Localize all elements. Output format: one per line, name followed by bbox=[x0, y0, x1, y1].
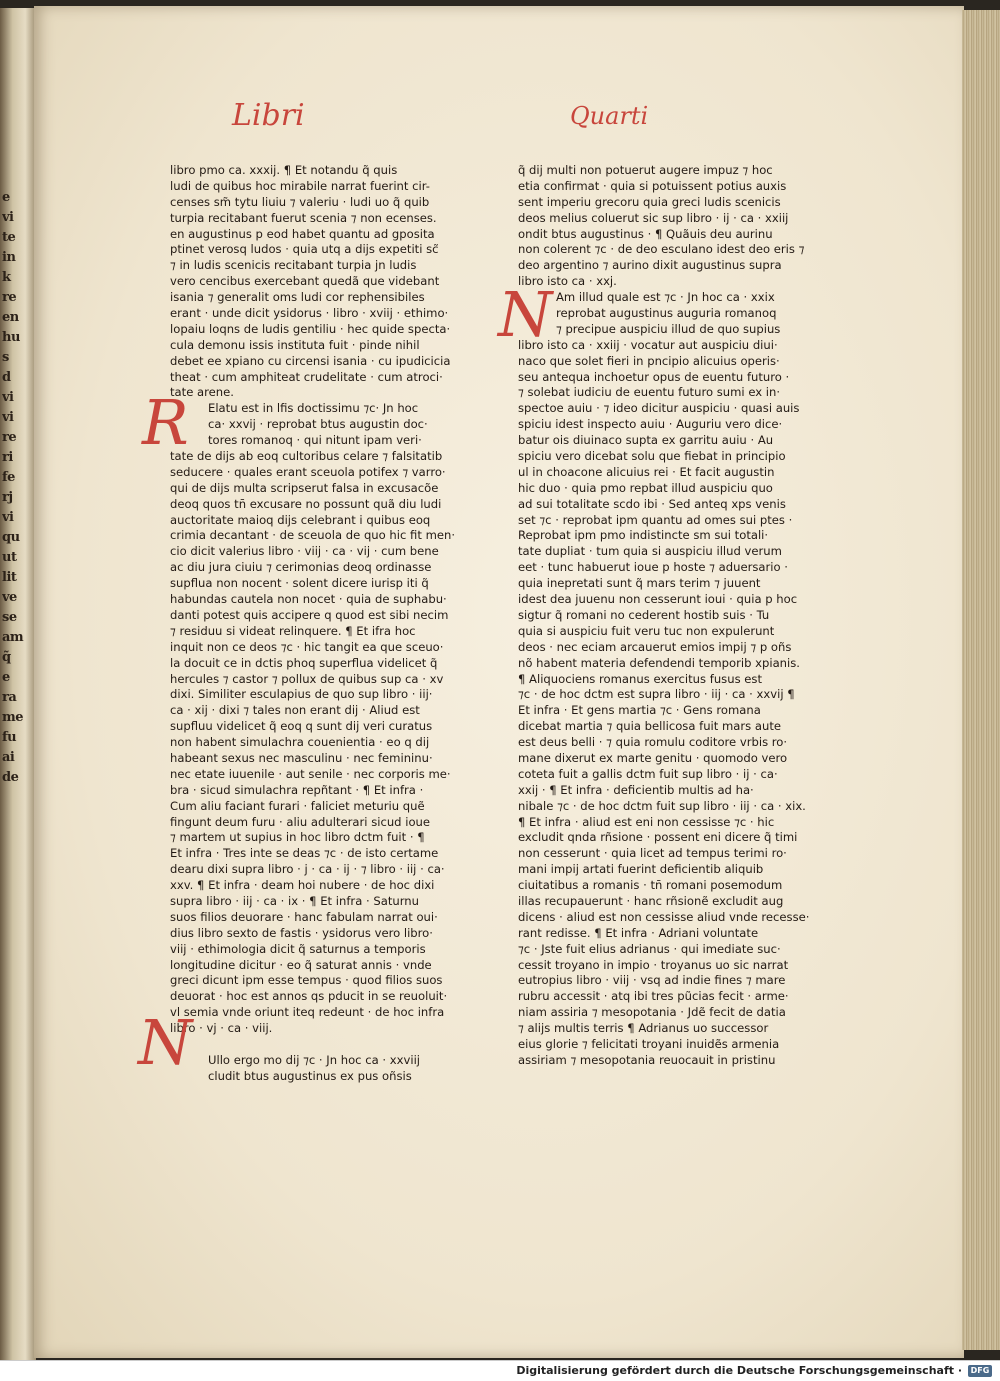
text-line: non colerent ⁊c · de deo esculano idest deo eris ⁊ bbox=[518, 242, 805, 257]
text-line: etia confirmat · quia si potuissent potius auxis bbox=[518, 178, 787, 193]
text-line: tate de dijs ab eoq cultoribus celare ⁊ falsitatib bbox=[170, 449, 443, 464]
text-line: quia inepretati sunt q̃ mars terim ⁊ juuent bbox=[518, 576, 761, 591]
text-line: ⁊ in ludis scenicis recitabant turpia jn ludis bbox=[170, 258, 417, 273]
text-line: hercules ⁊ castor ⁊ pollux de quibus sup ca · xv bbox=[170, 671, 444, 686]
text-line: bra · sicud simulachra repñtant · ¶ Et infra · bbox=[170, 782, 424, 797]
text-line: supflua non nocent · solent dicere iurisp iti q̃ bbox=[170, 576, 429, 591]
text-line: tate arene. bbox=[170, 385, 234, 400]
text-line: tate dupliat · tum quia si auspiciu illud verum bbox=[518, 544, 782, 559]
text-column-left bbox=[170, 163, 490, 1085]
text-line: ⁊c · de hoc dctm est supra libro · iij · ca · xxvij ¶ bbox=[518, 687, 795, 702]
text-line: xxij · ¶ Et infra · deficientib multis ad ha· bbox=[518, 782, 754, 797]
text-line: Ullo ergo mo dij ⁊c · Jn hoc ca · xxviij bbox=[208, 1052, 421, 1067]
text-line: ciuitatibus a romanis · tn̄ romani posemodum bbox=[518, 878, 783, 893]
text-line: theat · cum amphiteat crudelitate · cum atroci· bbox=[170, 369, 443, 384]
text-line: deos · nec eciam arcauerut emios impij ⁊ p oñs bbox=[518, 639, 792, 654]
text-line: viij · ethimologia dicit q̃ saturnus a temporis bbox=[170, 941, 426, 956]
text-line: assiriam ⁊ mesopotania reuocauit in pristinu bbox=[518, 1052, 776, 1067]
text-line: ludi de quibus hoc mirabile narrat fuerint cir- bbox=[170, 178, 430, 193]
text-line: dicebat martia ⁊ quia bellicosa fuit mars aute bbox=[518, 719, 782, 734]
text-line: debet ee xpiano cu circensi isania · cu ipudicicia bbox=[170, 353, 451, 368]
text-line: libro · vj · ca · viij. bbox=[170, 1021, 273, 1036]
text-line: dixi. Similiter esculapius de quo sup libro · iij· bbox=[170, 687, 433, 702]
drop-cap-r: R bbox=[142, 386, 189, 459]
text-line: danti potest quis accipere q quod est sibi necim bbox=[170, 607, 449, 622]
text-line: xxv. ¶ Et infra · deam hoi nubere · de hoc dixi bbox=[170, 878, 435, 893]
text-line: greci dicunt ipm esse tempus · quod filios suos bbox=[170, 973, 443, 988]
page-edges bbox=[962, 10, 1000, 1350]
text-line: nec etate iuuenile · aut senile · nec corporis me· bbox=[170, 766, 451, 781]
text-line: seducere · quales erant sceuola potifex ⁊ varro· bbox=[170, 464, 446, 479]
text-line: reprobat augustinus auguria romanoq bbox=[556, 306, 777, 321]
text-line: habundas cautela non nocet · quia de suphabu· bbox=[170, 592, 447, 607]
text-line: ad sui totalitate scdo ibi · Sed anteq xps venis bbox=[518, 496, 786, 511]
footer-bar bbox=[0, 1360, 1000, 1381]
text-line: tores romanoq · qui nitunt ipam veri· bbox=[208, 433, 422, 448]
running-head-right: Quarti bbox=[570, 102, 649, 130]
text-line: isania ⁊ generalit oms ludi cor rephensibiles bbox=[170, 290, 425, 305]
text-line: vl semia vnde oriunt iteq redeunt · de hoc infra bbox=[170, 1005, 445, 1020]
text-line: Reprobat ipm pmo indistincte sm sui totali· bbox=[518, 528, 769, 543]
text-line: coteta fuit a gallis dctm fuit sup libro · ij · ca· bbox=[518, 766, 778, 781]
text-line: illas recupauerunt · hanc rñsionẽ excludit aug bbox=[518, 893, 784, 908]
text-line: Cum aliu faciant furari · faliciet meturiu quẽ bbox=[170, 798, 425, 813]
text-line: libro isto ca · xxiij · vocatur aut auspiciu diui· bbox=[518, 337, 778, 352]
drop-cap-n-right: N bbox=[498, 278, 553, 351]
text-line: libro pmo ca. xxxij. ¶ Et notandu q̃ quis bbox=[170, 163, 398, 177]
facing-page-edge bbox=[0, 8, 36, 1360]
text-line: batur ois diuinaco supta ex garritu auiu · Au bbox=[518, 433, 774, 448]
text-line: excludit qnda rñsione · possent eni dicere q̃ timi bbox=[518, 830, 798, 845]
text-line: ¶ Aliquociens romanus exercitus fusus est bbox=[518, 671, 763, 686]
text-line: ptinet verosq ludos · quia utq a dijs expetiti sc̃ bbox=[170, 242, 439, 257]
funding-credit: Digitalisierung gefördert durch die Deutsche Forschungsgemeinschaft · bbox=[516, 1364, 962, 1377]
text-line: eet · tunc habuerut ioue p hoste ⁊ aduersario · bbox=[518, 560, 788, 575]
text-line: nõ habent materia defendendi temporib xpianis. bbox=[518, 655, 800, 670]
text-line: ondit btus augustinus · ¶ Quãuis deu aurinu bbox=[518, 226, 773, 241]
text-line: eutropius libro · viij · vsq ad indie fines ⁊ mare bbox=[518, 973, 786, 988]
text-line: censes sm̃ tytu liuiu ⁊ valeriu · ludi uo q̃ quib bbox=[170, 194, 430, 209]
text-line: ⁊c · Jste fuit elius adrianus · qui imediate suc· bbox=[518, 941, 781, 956]
text-line: suos filios deuorare · hanc fabulam narrat oui· bbox=[170, 909, 438, 924]
text-line: naco que solet fieri in pncipio alicuius operis· bbox=[518, 353, 780, 368]
text-line: ⁊ alijs multis terris ¶ Adrianus uo successor bbox=[518, 1021, 769, 1036]
text-line: ca · xij · dixi ⁊ tales non erant dij · Aliud est bbox=[170, 703, 420, 718]
text-line: ⁊ precipue auspiciu illud de quo supius bbox=[556, 321, 781, 336]
running-head-left: Libri bbox=[232, 98, 305, 133]
text-line: ⁊ residuu si videat relinquere. ¶ Et ifra hoc bbox=[170, 623, 416, 638]
text-line: nibale ⁊c · de hoc dctm fuit sup libro · iij · ca · xix. bbox=[518, 798, 806, 813]
text-line: sent imperiu grecoru quia greci ludis scenicis bbox=[518, 194, 781, 209]
manuscript-page bbox=[34, 6, 964, 1358]
text-line: dearu dixi supra libro · j · ca · ij · ⁊ libro · iij · ca· bbox=[170, 862, 445, 877]
text-line: deo argentino ⁊ aurino dixit augustinus supra bbox=[518, 258, 782, 273]
text-line: idest dea juuenu non cesserunt ioui · quia p hoc bbox=[518, 592, 798, 607]
text-line: habeant sexus nec masculinu · nec femininu· bbox=[170, 750, 433, 765]
text-line: est deus belli · ⁊ quia romulu coditore vrbis ro· bbox=[518, 735, 788, 750]
text-line: rubru accessit · atq ibi tres pũcias fecit · arme· bbox=[518, 989, 789, 1004]
text-line: ⁊ martem ut supius in hoc libro dctm fuit · ¶ bbox=[170, 830, 425, 845]
text-line: supra libro · iij · ca · ix · ¶ Et infra · Saturnu bbox=[170, 893, 419, 908]
text-line: spiciu vero dicebat solu que fiebat in principio bbox=[518, 449, 786, 464]
text-line: erant · unde dicit ysidorus · libro · xviij · ethimo· bbox=[170, 306, 449, 321]
text-column-right bbox=[518, 163, 844, 1069]
drop-cap-n-left: N bbox=[138, 1006, 193, 1079]
text-line: turpia recitabant fuerut scenia ⁊ non ecenses. bbox=[170, 210, 437, 225]
text-line: hic duo · quia pmo repbat illud auspiciu quo bbox=[518, 480, 773, 495]
text-line: Et infra · Et gens martia ⁊c · Gens romana bbox=[518, 703, 761, 718]
text-line: inquit non ce deos ⁊c · hic tangit ea que sceuo· bbox=[170, 639, 444, 654]
text-line: quia si auspiciu fuit veru tuc non expulerunt bbox=[518, 623, 775, 638]
text-line: spiciu idest inspecto auiu · Auguriu vero dice· bbox=[518, 417, 783, 432]
text-line: en augustinus p eod habet quantu ad gposita bbox=[170, 226, 435, 241]
text-line: qui de dijs multa scripserut falsa in excusacõe bbox=[170, 480, 439, 495]
text-line: dicens · aliud est non cessisse aliud vnde recesse· bbox=[518, 909, 810, 924]
text-line: ⁊ solebat iudiciu de euentu futuro sumi ex in· bbox=[518, 385, 781, 400]
text-line: ¶ Et infra · aliud est eni non cessisse ⁊c · hic bbox=[518, 814, 775, 829]
text-line: cessit troyano in impio · troyanus uo sic narrat bbox=[518, 957, 789, 972]
text-line: cula demonu issis instituta fuit · pinde nihil bbox=[170, 337, 420, 352]
text-line: non cesserunt · quia licet ad tempus terimi ro· bbox=[518, 846, 787, 861]
text-line: ul in choacone alicuius rei · Et facit augustin bbox=[518, 464, 775, 479]
text-line: deuorat · hoc est annos qs pducit in se reuoluit· bbox=[170, 989, 448, 1004]
text-line: ca· xxvij · reprobat btus augustin doc· bbox=[208, 417, 428, 432]
text-line: fingunt deum furu · aliu adulterari sicud ioue bbox=[170, 814, 431, 829]
text-line: Elatu est in lfis doctissimu ⁊c· Jn hoc bbox=[208, 401, 419, 416]
dfg-logo-icon: DFG bbox=[968, 1365, 992, 1377]
text-line: auctoritate maioq dijs celebrant i quibus eoq bbox=[170, 512, 431, 527]
text-line: q̃ dij multi non potuerut augere impuz ⁊ hoc bbox=[518, 163, 773, 177]
text-line: dius libro sexto de fastis · ysidorus vero libro· bbox=[170, 925, 433, 940]
text-line: eius glorie ⁊ felicitati troyani inuidẽs armenia bbox=[518, 1036, 780, 1051]
text-line: cludit btus augustinus ex pus oñsis bbox=[208, 1068, 412, 1083]
text-line: vero cencibus exercebant quedã que videbant bbox=[170, 274, 440, 289]
text-line: mane dixerut ex marte genitu · quomodo vero bbox=[518, 750, 788, 765]
text-line: non habent simulachra couenientia · eo q dij bbox=[170, 735, 430, 750]
text-line: sigtur q̃ romani no cederent hostib suis · Tu bbox=[518, 607, 770, 622]
text-line bbox=[170, 1037, 490, 1053]
text-line: rant redisse. ¶ Et infra · Adriani voluntate bbox=[518, 925, 759, 940]
text-line: supfluu videlicet q̃ eoq q sunt dij veri curatus bbox=[170, 719, 433, 734]
text-line: set ⁊c · reprobat ipm quantu ad omes sui ptes · bbox=[518, 512, 793, 527]
text-line: Am illud quale est ⁊c · Jn hoc ca · xxix bbox=[556, 290, 775, 305]
text-line: crimia decantant · de sceuola de quo hic fit men· bbox=[170, 528, 456, 543]
text-line: mani impij artati fuerint deficientib aliquib bbox=[518, 862, 764, 877]
text-line: deoq quos tn̄ excusare no possunt quã diu ludi bbox=[170, 496, 442, 511]
text-line: libro isto ca · xxj. bbox=[518, 274, 617, 289]
text-line: la docuit ce in dctis phoq superflua videlicet q̃ bbox=[170, 655, 438, 670]
text-line: lopaiu loqns de ludis gentiliu · hec quide specta· bbox=[170, 321, 451, 336]
text-line: cio dicit valerius libro · viij · ca · vij · cum bene bbox=[170, 544, 439, 559]
text-line: seu antequa inchoetur opus de euentu futuro · bbox=[518, 369, 790, 384]
text-line: niam assiria ⁊ mesopotania · Jdẽ fecit de datia bbox=[518, 1005, 786, 1020]
text-line: spectoe auiu · ⁊ ideo dicitur auspiciu · quasi auis bbox=[518, 401, 800, 416]
facing-page-text: e vi te in k re en hu s d vi vi re ri fe rj vi qu ut lit ve se am q̃ e ra me fu ai de bbox=[2, 190, 24, 785]
text-line: longitudine dicitur · eo q̃ saturat annis · vnde bbox=[170, 957, 432, 972]
text-line: Et infra · Tres inte se deas ⁊c · de isto certame bbox=[170, 846, 439, 861]
text-line: deos melius coluerut sic sup libro · ij · ca · xxiij bbox=[518, 210, 789, 225]
text-line: ac diu jura ciuiu ⁊ cerimonias deoq ordinasse bbox=[170, 560, 432, 575]
